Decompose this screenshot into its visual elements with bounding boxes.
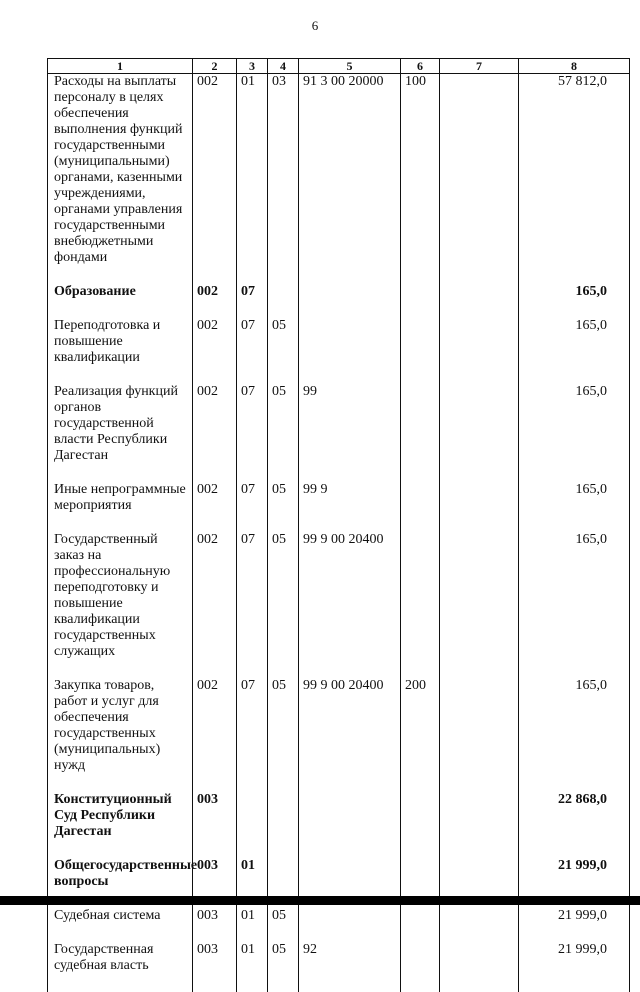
row-cell-c4 bbox=[268, 792, 299, 858]
row-cell-c6: 100 bbox=[401, 74, 440, 285]
row-cell-c8: 165,0 bbox=[519, 318, 630, 384]
row-cell-c5: 99 bbox=[299, 384, 401, 482]
row-cell-c3: 01 bbox=[237, 908, 268, 942]
row-cell-c6 bbox=[401, 532, 440, 678]
row-cell-c7 bbox=[440, 318, 519, 384]
row-cell-c4: 05 bbox=[268, 908, 299, 942]
row-cell-c2: 003 bbox=[193, 908, 237, 942]
row-cell-c2: 003 bbox=[193, 858, 237, 908]
row-cell-c2: 002 bbox=[193, 678, 237, 792]
row-cell-c3: 07 bbox=[237, 678, 268, 792]
row-cell-c4: 05 bbox=[268, 678, 299, 792]
column-header: 3 bbox=[237, 59, 268, 74]
row-cell-c3: 07 bbox=[237, 384, 268, 482]
row-cell-c8: 165,0 bbox=[519, 384, 630, 482]
row-name-cell: Государственная судебная власть bbox=[48, 942, 193, 992]
column-header: 7 bbox=[440, 59, 519, 74]
scan-edge bbox=[0, 896, 640, 905]
row-cell-c8: 21 999,0 bbox=[519, 908, 630, 942]
row-name-cell: Расходы на выплаты персоналу в целях обеспечения выполнения функций государственными (муниципальными) органами, казенными учреждениями, органами управления государственными внебюджетными фондами bbox=[48, 74, 193, 285]
row-cell-c5: 91 3 00 20000 bbox=[299, 74, 401, 285]
table-row bbox=[48, 942, 630, 992]
row-cell-c5 bbox=[299, 284, 401, 318]
row-name-cell: Закупка товаров, работ и услуг для обеспечения государственных (муниципальных) нужд bbox=[48, 678, 193, 792]
row-name-cell: Иные непрограммные мероприятия bbox=[48, 482, 193, 532]
row-cell-c7 bbox=[440, 74, 519, 285]
row-cell-c7 bbox=[440, 532, 519, 678]
row-cell-c4: 05 bbox=[268, 384, 299, 482]
column-header: 2 bbox=[193, 59, 237, 74]
row-cell-c8: 165,0 bbox=[519, 532, 630, 678]
table-row bbox=[48, 908, 630, 942]
row-cell-c3: 01 bbox=[237, 74, 268, 285]
table-row bbox=[48, 74, 630, 285]
row-cell-c2: 003 bbox=[193, 942, 237, 992]
column-header: 1 bbox=[48, 59, 193, 74]
row-cell-c8: 22 868,0 bbox=[519, 792, 630, 858]
row-cell-c5 bbox=[299, 792, 401, 858]
row-cell-c4: 05 bbox=[268, 482, 299, 532]
row-cell-c3: 07 bbox=[237, 532, 268, 678]
table-row bbox=[48, 384, 630, 482]
row-cell-c5: 92 bbox=[299, 942, 401, 992]
column-header: 8 bbox=[519, 59, 630, 74]
table-row bbox=[48, 532, 630, 678]
row-cell-c2: 002 bbox=[193, 384, 237, 482]
table-row bbox=[48, 792, 630, 858]
row-cell-c2: 002 bbox=[193, 284, 237, 318]
row-cell-c7 bbox=[440, 678, 519, 792]
row-cell-c8: 21 999,0 bbox=[519, 858, 630, 908]
row-cell-c3 bbox=[237, 792, 268, 858]
column-header: 5 bbox=[299, 59, 401, 74]
table-row bbox=[48, 482, 630, 532]
row-cell-c5: 99 9 bbox=[299, 482, 401, 532]
table-row bbox=[48, 678, 630, 792]
row-cell-c6 bbox=[401, 942, 440, 992]
row-cell-c8: 21 999,0 bbox=[519, 942, 630, 992]
row-cell-c5 bbox=[299, 318, 401, 384]
row-cell-c4: 05 bbox=[268, 318, 299, 384]
row-cell-c6 bbox=[401, 792, 440, 858]
row-cell-c3: 07 bbox=[237, 284, 268, 318]
row-cell-c2: 003 bbox=[193, 792, 237, 858]
row-cell-c2: 002 bbox=[193, 532, 237, 678]
row-cell-c6 bbox=[401, 908, 440, 942]
row-cell-c6 bbox=[401, 318, 440, 384]
row-cell-c4 bbox=[268, 284, 299, 318]
row-cell-c5: 99 9 00 20400 bbox=[299, 532, 401, 678]
row-cell-c3: 01 bbox=[237, 858, 268, 908]
row-cell-c7 bbox=[440, 942, 519, 992]
row-cell-c8: 165,0 bbox=[519, 678, 630, 792]
header-row bbox=[48, 59, 630, 74]
budget-table bbox=[47, 58, 630, 992]
row-name-cell: Переподготовка и повышение квалификации bbox=[48, 318, 193, 384]
column-header: 4 bbox=[268, 59, 299, 74]
row-cell-c4: 03 bbox=[268, 74, 299, 285]
row-cell-c7 bbox=[440, 284, 519, 318]
row-cell-c2: 002 bbox=[193, 74, 237, 285]
row-cell-c3: 07 bbox=[237, 482, 268, 532]
column-header: 6 bbox=[401, 59, 440, 74]
row-name-cell: Судебная система bbox=[48, 908, 193, 942]
row-cell-c2: 002 bbox=[193, 482, 237, 532]
row-name-cell: Образование bbox=[48, 284, 193, 318]
row-cell-c7 bbox=[440, 792, 519, 858]
row-name-cell: Реализация функций органов государственной власти Республики Дагестан bbox=[48, 384, 193, 482]
row-cell-c7 bbox=[440, 482, 519, 532]
row-cell-c4: 05 bbox=[268, 532, 299, 678]
row-cell-c3: 01 bbox=[237, 942, 268, 992]
table-row bbox=[48, 284, 630, 318]
row-cell-c5: 99 9 00 20400 bbox=[299, 678, 401, 792]
row-cell-c5 bbox=[299, 908, 401, 942]
row-cell-c2: 002 bbox=[193, 318, 237, 384]
row-name-cell: Государственный заказ на профессиональную переподготовку и повышение квалификации государственных служащих bbox=[48, 532, 193, 678]
row-cell-c6 bbox=[401, 384, 440, 482]
row-cell-c8: 165,0 bbox=[519, 482, 630, 532]
page-number: 6 bbox=[311, 18, 319, 33]
row-cell-c4: 05 bbox=[268, 942, 299, 992]
row-cell-c6 bbox=[401, 482, 440, 532]
row-cell-c3: 07 bbox=[237, 318, 268, 384]
row-cell-c7 bbox=[440, 908, 519, 942]
table-row bbox=[48, 318, 630, 384]
row-name-cell: Конституционный Суд Республики Дагестан bbox=[48, 792, 193, 858]
row-cell-c8: 165,0 bbox=[519, 284, 630, 318]
row-name-cell: Общегосударственные вопросы bbox=[48, 858, 193, 908]
row-cell-c7 bbox=[440, 384, 519, 482]
row-cell-c6 bbox=[401, 284, 440, 318]
row-cell-c6: 200 bbox=[401, 678, 440, 792]
row-cell-c8: 57 812,0 bbox=[519, 74, 630, 285]
